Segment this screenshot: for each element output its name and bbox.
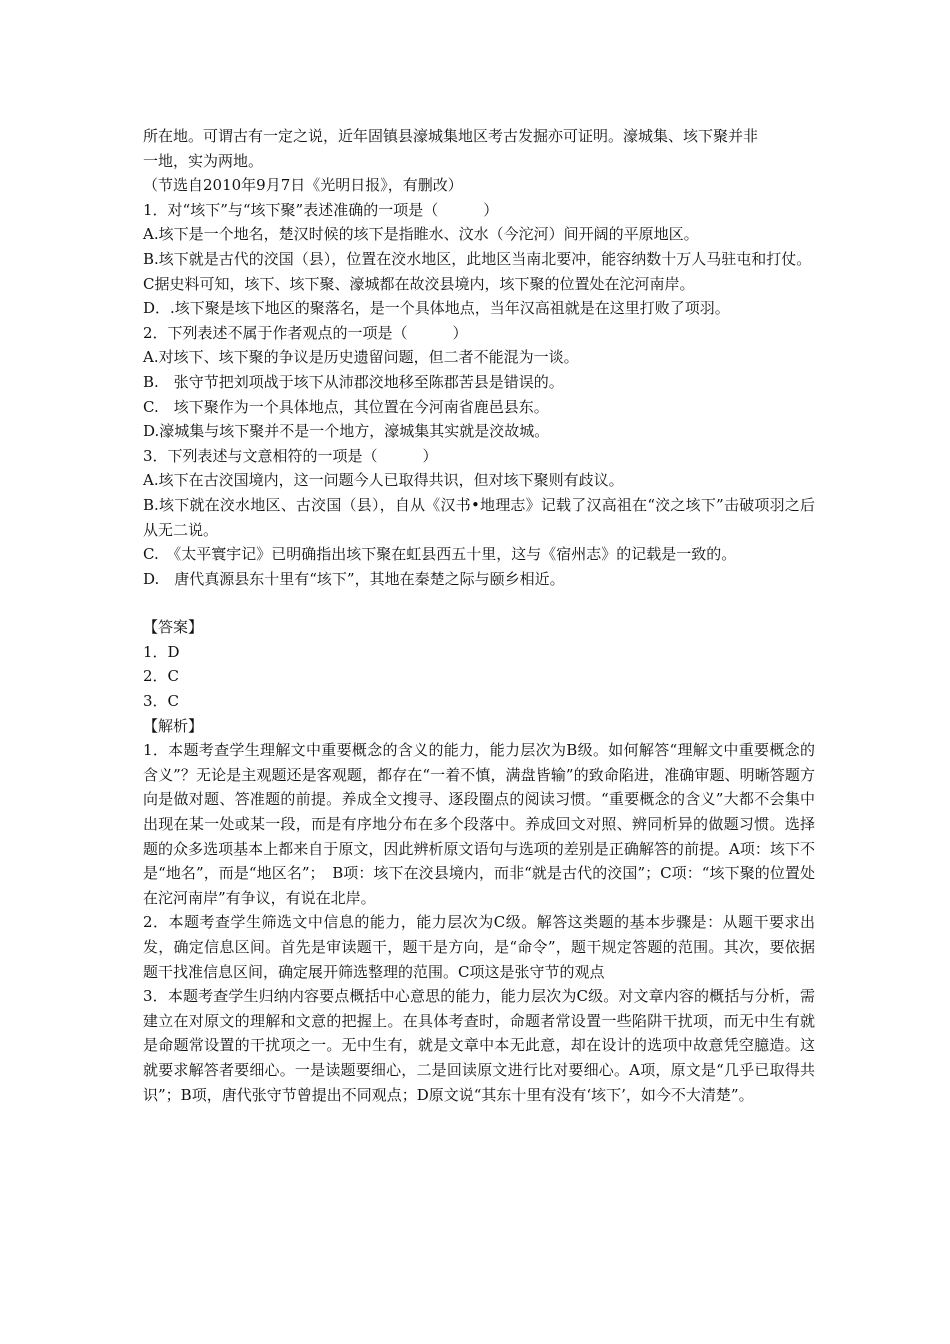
question-stem: 3．下列表述与文意相符的一项是（ ）	[143, 446, 438, 465]
answer-3: 3．C	[143, 692, 180, 711]
option-d: D.濠城集与垓下聚并不是一个地方，濠城集其实就是洨故城。	[143, 422, 550, 441]
answer-2: 2．C	[143, 667, 180, 686]
option-b: B. 张守节把刘项战于垓下从沛郡洨地移至陈郡苦县是错误的。	[143, 372, 564, 391]
option-d: D．.垓下聚是垓下地区的聚落名，是一个具体地点，当年汉高祖就是在这里打败了项羽。	[143, 299, 730, 318]
question-stem: 2．下列表述不属于作者观点的一项是（ ）	[143, 323, 468, 342]
option-a: A.垓下在古洨国境内，这一问题今人已取得共识，但对垓下聚则有歧议。	[143, 471, 624, 490]
source-citation: （节选自2010年9月7日《光明日报》，有删改）	[143, 176, 463, 195]
question-2	[143, 321, 815, 444]
question-1	[143, 198, 815, 321]
option-b: B.垓下就在洨水地区、古洨国（县），自从《汉书•地理志》记载了汉高祖在“洨之垓下”击破项羽之后从无二说。	[143, 495, 815, 539]
option-d: D. 唐代真源县东十里有“垓下”，其地在秦楚之际与颐乡相近。	[143, 569, 565, 588]
analysis-2: 2．本题考查学生筛选文中信息的能力，能力层次为C级。解答这类题的基本步骤是：从题干要求出发，确定信息区间。首先是审读题干，题干是方向，是“命令”，题干规定答题的范围。其次，要依据题干找准信息区间，确定展开筛选整理的范围。C项这是张守节的观点	[143, 913, 815, 981]
answer-heading: 【答案】	[143, 618, 204, 637]
passage-line: 所在地。可谓古有一定之说，近年固镇县濠城集地区考古发掘亦可证明。濠城集、垓下聚并非	[143, 127, 759, 145]
option-a: A.垓下是一个地名，楚汉时候的垓下是指睢水、汶水（今沱河）间开阔的平原地区。	[143, 225, 699, 244]
option-c: C. 《太平寰宇记》已明确指出垓下聚在虹县西五十里，这与《宿州志》的记载是一致的。	[143, 545, 737, 564]
analysis-3: 3．本题考查学生归纳内容要点概括中心意思的能力，能力层次为C级。对文章内容的概括与分析，需建立在对原文的理解和文意的把握上。在具体考查时，命题者常设置一些陷阱干扰项，而无中生有就是命题常设置的干扰项之一。无中生有，就是文章中本无此意，却在设计的选项中故意凭空臆造。这就要求解答者要细心。一是读题要细心，二是回读原文进行比对要细心。A项，原文是“几乎已取得共识”；B项，唐代张守节曾提出不同观点；D原文说“其东十里有没有‘垓下’，如今不大清楚”。	[143, 987, 815, 1104]
spacer	[143, 591, 815, 615]
option-a: A.对垓下、垓下聚的争议是历史遗留问题，但二者不能混为一谈。	[143, 348, 579, 367]
document-page	[143, 124, 815, 1107]
passage-line: 一地，实为两地。	[143, 151, 264, 170]
option-c: C据史料可知，垓下、垓下聚、濠城都在故洨县境内，垓下聚的位置处在沱河南岸。	[143, 274, 695, 293]
option-c: C. 垓下聚作为一个具体地点，其位置在今河南省鹿邑县东。	[143, 397, 549, 416]
answer-1: 1．D	[143, 642, 180, 661]
analysis-heading: 【解析】	[143, 716, 204, 735]
analysis-1: 1．本题考查学生理解文中重要概念的含义的能力，能力层次为B级。如何解答“理解文中重要概念的含义”？无论是主观题还是客观题，都存在“一着不慎，满盘皆输”的致命陷进，准确审题、明晰答题方向是做对题、答准题的前提。养成全文搜寻、逐段圈点的阅读习惯。“重要概念的含义”大都不会集中出现在某一处或某一段，而是有序地分布在多个段落中。养成回文对照、辨同析异的做题习惯。选择题的众多选项基本上都来自于原文，因此辨析原文语句与选项的差别是正确解答的前提。A项：垓下不是“地名”，而是“地区名”； B项：垓下在洨县境内，而非“就是古代的洨国”；C项：“垓下聚的位置处在沱河南岸”有争议，有说在北岸。	[143, 741, 815, 907]
option-b: B.垓下就是古代的洨国（县），位置在洨水地区，此地区当南北要冲，能容纳数十万人马驻屯和打仗。	[143, 249, 812, 268]
question-3	[143, 444, 815, 592]
question-stem: 1．对“垓下”与“垓下聚”表述准确的一项是（ ）	[143, 200, 499, 219]
